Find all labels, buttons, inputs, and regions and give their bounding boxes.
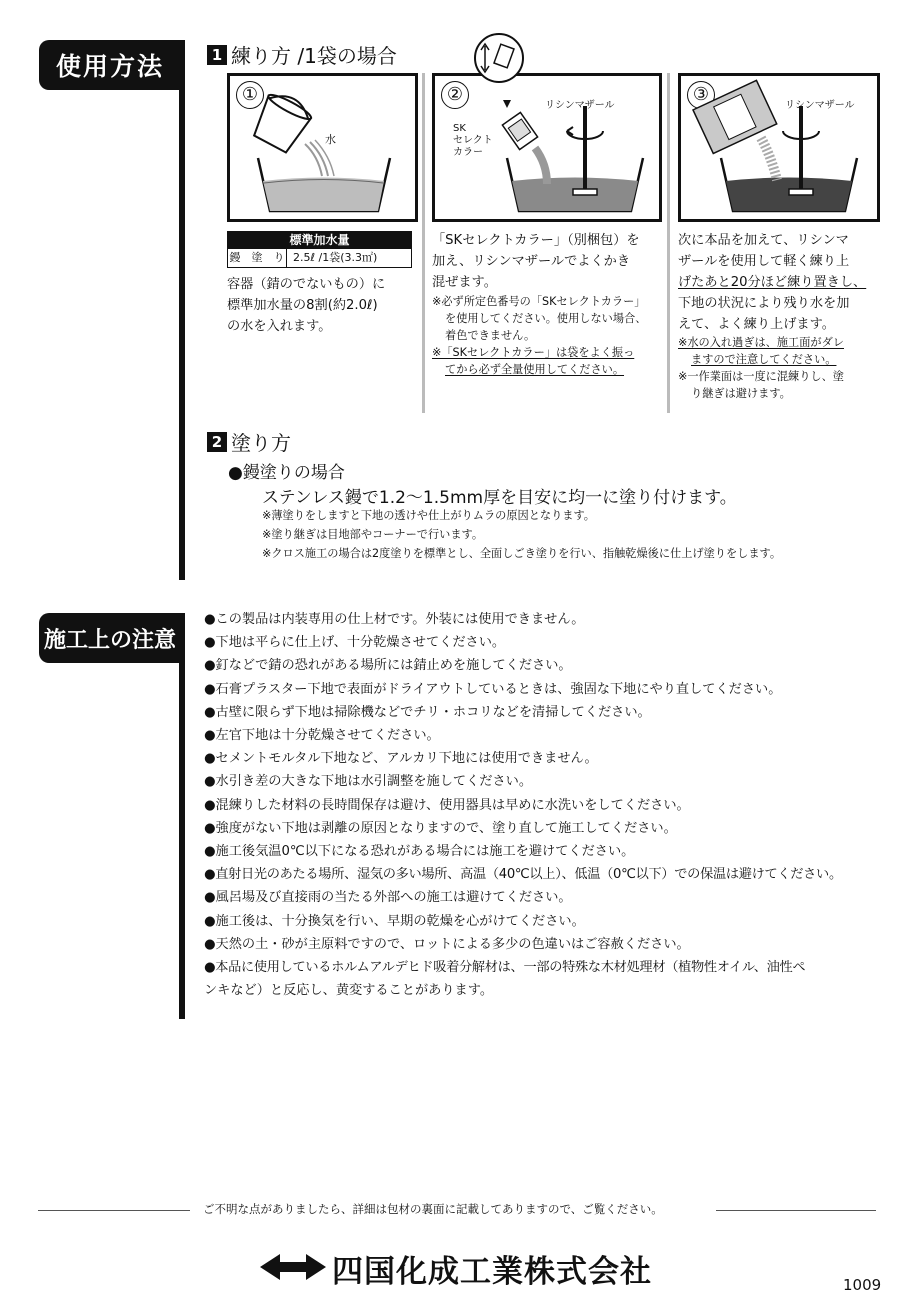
step2-note: ※塗り継ぎは目地部やコーナーで行います。 <box>262 528 484 541</box>
page-number: 1009 <box>843 1276 882 1294</box>
caution-list <box>204 608 842 1002</box>
step2-number: 2 <box>207 432 227 452</box>
step2-title-text: 塗り方 <box>231 431 291 455</box>
illustration-panel-2 <box>432 73 662 222</box>
col3-note: ※一作業面は一度に混練りし、塗 <box>678 370 844 383</box>
water-label: 水 <box>325 133 336 146</box>
col2-note: てから必ず全量使用してください。 <box>445 363 625 376</box>
col1-line: の水を入れます。 <box>227 319 332 334</box>
col2-line: 混ぜます。 <box>432 275 497 290</box>
footer-rule-left <box>38 1210 190 1211</box>
footer-notice: ご不明な点がありましたら、詳細は包材の裏面に記載してありますので、ご覧ください。 <box>203 1202 663 1216</box>
caution-item: ●左官下地は十分乾燥させてください。 <box>204 728 440 744</box>
caution-item: ●風呂場及び直接雨の当たる外部への施工は避けてください。 <box>204 890 572 906</box>
col2-note: を使用してください。使用しない場合、 <box>445 312 647 325</box>
col2-instruction <box>432 230 640 293</box>
panel2-number: ② <box>441 81 469 109</box>
illustration-panel-3 <box>678 73 880 222</box>
caution-item: ●施工後は、十分換気を行い、早期の乾燥を心がけてください。 <box>204 913 585 929</box>
step1-title-text: 練り方 /1袋の場合 <box>231 44 397 68</box>
caution-item: ●天然の土・砂が主原料ですので、ロットによる多少の色違いはご容赦ください。 <box>204 936 690 952</box>
col2-line: 加え、リシンマザールでよくかき <box>432 254 631 269</box>
col3-notes <box>678 334 844 402</box>
step1-title <box>207 40 397 69</box>
water-table-header: 標準加水量 <box>227 231 412 249</box>
step2-note: ※薄塗りをしますと下地の透けや仕上がりムラの原因となります。 <box>262 509 595 522</box>
col3-note: ※水の入れ過ぎは、施工面がダレ <box>678 336 844 349</box>
company-name: 四国化成工業株式会社 <box>332 1254 652 1290</box>
col1-instruction <box>227 274 385 337</box>
step2-notes <box>262 506 781 563</box>
step2-title <box>207 427 291 456</box>
step2-note: ※クロス施工の場合は2度塗りを標準とし、全面しごき塗りを行い、指触乾燥後に仕上げ塗りをします。 <box>262 547 782 560</box>
caution-item: ●水引き差の大きな下地は水引調整を施してください。 <box>204 774 533 790</box>
step1-number: 1 <box>207 45 227 65</box>
water-table-method: 鏝 塗 り <box>228 249 287 267</box>
illustration-panel-1 <box>227 73 418 222</box>
mixer-label-2: リシンマザール <box>545 100 615 111</box>
column-separator-1 <box>422 73 425 413</box>
product-label-line2: セレクト <box>453 135 493 146</box>
col2-note: ※「SKセレクトカラー」は袋をよく振っ <box>432 346 635 359</box>
col3-line: 次に本品を加えて、リシンマ <box>678 233 849 248</box>
col3-line: えて、よく練り上げます。 <box>678 317 835 332</box>
caution-item: ●本品に使用しているホルムアルデヒド吸着分解材は、一部の特殊な木材処理材（植物性オイル、油性ペ <box>204 960 806 976</box>
col3-line: 下地の状況により残り水を加 <box>678 296 850 311</box>
caution-item: ●釘などで錆の恐れがある場所には錆止めを施してください。 <box>204 658 572 674</box>
caution-item: ●下地は平らに仕上げ、十分乾燥させてください。 <box>204 635 506 651</box>
caution-item: ●セメントモルタル下地など、アルカリ下地には使用できません。 <box>204 751 598 767</box>
col2-note: 着色できません。 <box>445 329 536 342</box>
col3-note: り継ぎは避けます。 <box>691 387 791 400</box>
col1-line: 標準加水量の8割(約2.0ℓ) <box>227 298 378 313</box>
caution-item: ンキなど）と反応し、黄変することがあります。 <box>204 983 494 999</box>
caution-item: ●混練りした材料の長時間保存は避け、使用器具は早めに水洗いをしてください。 <box>204 797 690 813</box>
panel1-number: ① <box>236 81 264 109</box>
col3-instruction <box>678 230 866 335</box>
col3-line: げたあと20分ほど練り置きし、 <box>678 275 867 290</box>
panel3-number: ③ <box>687 81 715 109</box>
caution-section-label: 施工上の注意 <box>39 613 181 663</box>
footer-rule-right <box>716 1210 876 1211</box>
column-separator-2 <box>667 73 670 413</box>
company-logo-icon <box>258 1250 328 1284</box>
usage-section-bar <box>179 40 185 580</box>
col2-notes <box>432 293 646 378</box>
col2-line: 「SKセレクトカラー」（別梱包）を <box>432 233 640 248</box>
caution-item: ●古壁に限らず下地は掃除機などでチリ・ホコリなどを清掃してください。 <box>204 704 651 720</box>
caution-item: ●この製品は内装専用の仕上材です。外装には使用できません。 <box>204 612 585 627</box>
mixer-label-3: リシンマザール <box>785 100 855 111</box>
step2-subtitle: ●鏝塗りの場合 <box>228 463 345 483</box>
shake-bag-icon <box>473 32 525 84</box>
col2-note: ※必ず所定色番号の「SKセレクトカラー」 <box>432 295 646 308</box>
caution-section-bar <box>179 613 185 1019</box>
product-label-line3: カラー <box>453 147 483 158</box>
caution-item: ●石膏プラスター下地で表面がドライアウトしているときは、強固な下地にやり直してください。 <box>204 681 782 697</box>
col3-note: ますので注意してください。 <box>691 353 837 366</box>
col1-line: 容器（錆のでないもの）に <box>227 277 386 292</box>
col3-line: ザールを使用して軽く練り上 <box>678 254 850 269</box>
product-label-line1: SK <box>453 123 466 134</box>
water-amount-table <box>227 231 412 268</box>
caution-item: ●直射日光のあたる場所、湿気の多い場所、高温（40℃以上）、低温（0℃以下）での保温は避けてください。 <box>204 867 842 883</box>
water-table-amount: 2.5ℓ /1袋(3.3㎡) <box>293 251 378 264</box>
caution-item: ●施工後気温0℃以下になる恐れがある場合には施工を避けてください。 <box>204 844 635 860</box>
water-pour-illustration <box>230 76 415 219</box>
usage-section-label: 使用方法 <box>39 40 181 90</box>
step2-main-instruction: ステンレス鏝で1.2〜1.5mm厚を目安に均一に塗り付けます。 <box>262 488 737 508</box>
caution-item: ●強度がない下地は剥離の原因となりますので、塗り直して施工してください。 <box>204 820 677 836</box>
